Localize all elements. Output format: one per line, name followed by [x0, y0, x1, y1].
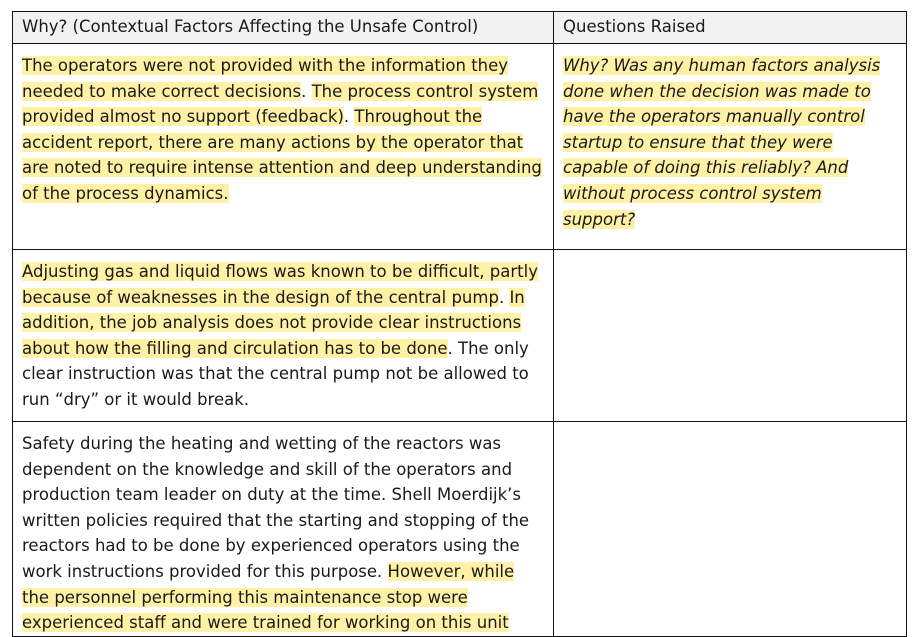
- why-cell: [13, 422, 554, 637]
- text-segment: The process control system provided almost no support (feedback): [22, 81, 539, 127]
- text-segment: Throughout the accident report, there are many actions by the operator that are noted to require intense attention and deep understanding of the process dynamics.: [22, 107, 542, 203]
- table-row: [13, 44, 907, 250]
- text-segment: .: [343, 107, 355, 127]
- header-why: Why? (Contextual Factors Affecting the Unsafe Control): [13, 12, 554, 44]
- text-segment: Adjusting gas and liquid flows was known to be difficult, partly because of weaknesses in the design of the central pump: [22, 262, 538, 307]
- why-text: [22, 259, 544, 413]
- why-cell: [13, 44, 554, 250]
- text-segment: .: [498, 287, 510, 307]
- question-cell: [554, 44, 907, 250]
- text-segment: . The only clear instruction was that the central pump not be allowed to run “dry” or it would break.: [22, 338, 529, 409]
- question-text: [563, 53, 897, 232]
- question-span: Why? Was any human factors analysis done when the decision was made to have the operators manually control startup to ensure that they were capable of doing this reliably? And without process control system support?: [563, 56, 881, 229]
- text-segment: Safety during the heating and wetting of the reactors was dependent on the knowledge and skill of the operators and production team leader on duty at the time. Shell Moerdijk’s written policies required that the starting and stopping of the reactors had to be done by experienced operators using the work instructions provided for this purpose.: [22, 434, 530, 581]
- question-cell: [554, 250, 907, 422]
- why-text: [22, 53, 544, 207]
- why-cell: [13, 250, 554, 422]
- text-segment: However, while the personnel performing this maintenance stop were experienced staff and were trained for working on this unit: [22, 561, 515, 633]
- analysis-table: [12, 11, 907, 637]
- table-row: [13, 422, 907, 637]
- question-cell: [554, 422, 907, 637]
- table-row: [13, 250, 907, 422]
- text-segment: .: [301, 81, 312, 101]
- header-questions: Questions Raised: [554, 12, 907, 44]
- text-segment: In addition, the job analysis does not provide clear instructions about how the filling and circulation has to be done: [22, 287, 525, 358]
- text-segment: The operators were not provided with the information they needed to make correct decisions: [22, 56, 509, 101]
- header-row: [13, 12, 907, 44]
- why-text: [22, 431, 544, 636]
